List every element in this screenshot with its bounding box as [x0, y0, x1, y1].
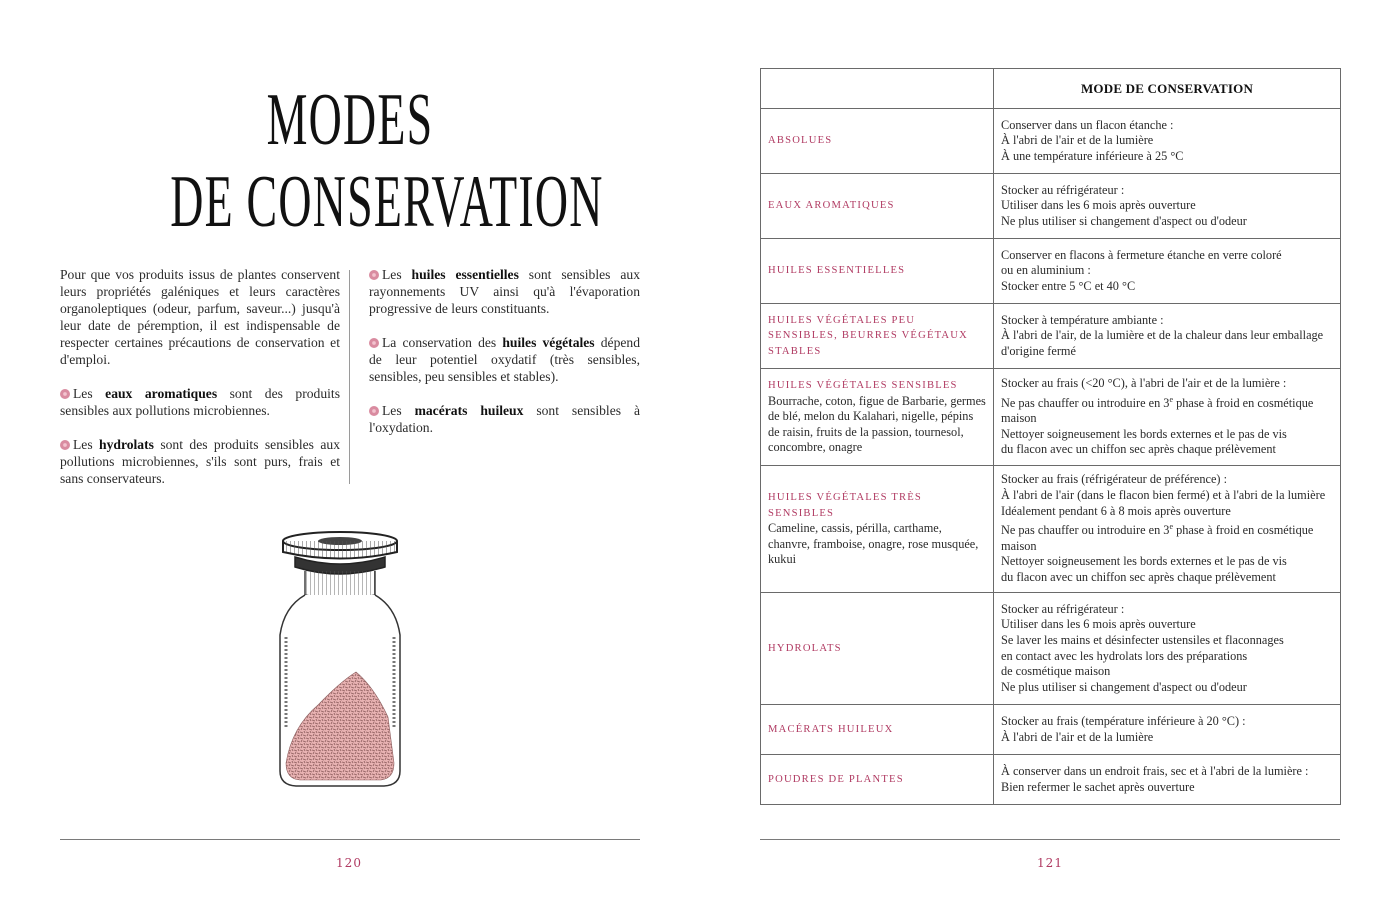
table-row	[761, 369, 1341, 466]
table-row	[761, 755, 1341, 805]
category-cell	[761, 593, 994, 705]
category-examples: Cameline, cassis, périlla, carthame, chanvre, framboise, onagre, rose musquée, kukui	[768, 521, 979, 567]
table-row	[761, 705, 1341, 755]
mode-line: Se laver les mains et désinfecter ustensiles et flaconnages	[1001, 632, 1284, 647]
mode-line: Stocker au réfrigérateur :	[1001, 601, 1125, 616]
mode-line: Conserver dans un flacon étanche :	[1001, 117, 1174, 132]
footer-rule	[760, 839, 1340, 840]
powder-jar-illustration	[270, 527, 410, 792]
flower-bullet-icon	[60, 440, 70, 450]
table-row	[761, 109, 1341, 174]
category-cell	[761, 369, 994, 466]
flower-bullet-icon	[369, 406, 379, 416]
category-name: POUDRES DE PLANTES	[768, 773, 904, 785]
paragraph-text: sont des produits sensibles aux pollutions microbiennes, s'ils sont purs, frais et sans conservateurs.	[60, 437, 340, 486]
header-mode: MODE DE CONSERVATION	[994, 69, 1341, 109]
paragraph-text: sont sensibles aux rayonnements UV ainsi qu'à l'évaporation progressive de leurs constituants.	[369, 267, 640, 316]
mode-line: Utiliser dans les 6 mois après ouverture	[1001, 617, 1196, 632]
header-category	[761, 69, 994, 109]
category-cell	[761, 755, 994, 805]
column-divider	[349, 270, 350, 484]
intro-paragraph: Pour que vos produits issus de plantes conservent leurs propriétés galéniques et leurs caractères organoleptiques (odeur, parfum, saveur...) jusqu'à leur date de péremption, il est indispensable de respecter certaines précautions de conservation et d'emploi.	[60, 267, 340, 367]
mode-line: À l'abri de l'air, de la lumière et de la chaleur dans leur emballage	[1001, 328, 1324, 343]
mode-cell	[994, 239, 1341, 304]
conservation-table	[760, 68, 1341, 805]
mode-cell	[994, 369, 1341, 466]
mode-cell	[994, 174, 1341, 239]
category-cell	[761, 705, 994, 755]
title-line-1: MODES	[266, 79, 434, 162]
category-name: HUILES VÉGÉTALES PEU SENSIBLES, BEURRES VÉGÉTAUX STABLES	[768, 314, 968, 357]
mode-line: Ne plus utiliser si changement d'aspect ou d'odeur	[1001, 679, 1247, 694]
mode-line: en contact avec les hydrolats lors des préparations	[1001, 648, 1248, 663]
mode-cell	[994, 593, 1341, 705]
paragraph-text: Les	[382, 267, 412, 282]
mode-line: Stocker au frais (réfrigérateur de préférence) :	[1001, 472, 1227, 487]
category-examples: Bourrache, coton, figue de Barbarie, germes de blé, melon du Kalahari, nigelle, pépins de raisin, fruits de la passion, tournesol, concombre, onagre	[768, 393, 986, 455]
table-header-row	[761, 69, 1341, 109]
paragraph-text: Les	[73, 437, 100, 452]
mode-line: Stocker au frais (<20 °C), à l'abri de l'air et de la lumière :	[1001, 375, 1287, 390]
flower-bullet-icon	[369, 270, 379, 280]
mode-line: du flacon avec un chiffon sec après chaque prélèvement	[1001, 442, 1276, 457]
category-name: HUILES VÉGÉTALES SENSIBLES	[768, 380, 958, 392]
mode-line: ou en aluminium :	[1001, 263, 1091, 278]
paragraph-text: sont des produits sensibles aux pollutions microbiennes.	[60, 386, 340, 418]
title-line-2: DE CONSERVATION	[170, 161, 604, 244]
mode-line: À conserver dans un endroit frais, sec et à l'abri de la lumière :	[1001, 763, 1309, 778]
paragraph-keyword: huiles essentielles	[411, 267, 519, 282]
paragraph-text: Les	[73, 386, 106, 401]
mode-cell	[994, 705, 1341, 755]
mode-line: du flacon avec un chiffon sec après chaque prélèvement	[1001, 570, 1276, 585]
paragraph-eaux-aromatiques	[60, 385, 340, 419]
flower-bullet-icon	[369, 338, 379, 348]
category-name: HUILES VÉGÉTALES TRÈS SENSIBLES	[768, 492, 923, 519]
mode-line: Ne pas chauffer ou introduire en 3e phase à froid en cosmétique	[1001, 394, 1314, 410]
paragraph-text: Les	[382, 403, 415, 418]
page-number: 121	[1037, 856, 1063, 870]
paragraph-huiles-essentielles	[369, 266, 640, 317]
mode-cell	[994, 466, 1341, 593]
mode-line: À une température inférieure à 25 °C	[1001, 148, 1184, 163]
mode-line: maison	[1001, 538, 1037, 553]
table-row	[761, 174, 1341, 239]
table-row	[761, 466, 1341, 593]
mode-line: Ne pas chauffer ou introduire en 3e phase à froid en cosmétique	[1001, 522, 1314, 538]
category-cell	[761, 239, 994, 304]
mode-line: Stocker entre 5 °C et 40 °C	[1001, 278, 1136, 293]
mode-line: d'origine fermé	[1001, 343, 1076, 358]
mode-line: Idéalement pendant 6 à 8 mois après ouverture	[1001, 503, 1231, 518]
category-name: ABSOLUES	[768, 135, 833, 147]
paragraph-huiles-vegetales	[369, 334, 640, 385]
footer-rule	[60, 839, 640, 840]
category-cell	[761, 466, 994, 593]
paragraph-hydrolats	[60, 436, 340, 487]
mode-line: de cosmétique maison	[1001, 664, 1111, 679]
mode-line: Nettoyer soigneusement les bords externes et le pas de vis	[1001, 426, 1287, 441]
paragraph-text: dépend de leur potentiel oxydatif (très sensibles, sensibles, peu sensibles et stables).	[369, 335, 640, 384]
paragraph-macerats-huileux	[369, 402, 640, 436]
mode-line: Stocker au frais (température inférieure à 20 °C) :	[1001, 713, 1246, 728]
paragraph-text: sont sensibles à l'oxydation.	[369, 403, 640, 435]
mode-cell	[994, 755, 1341, 805]
mode-line: Nettoyer soigneusement les bords externes et le pas de vis	[1001, 554, 1287, 569]
paragraph-keyword: hydrolats	[99, 437, 154, 452]
table-row	[761, 239, 1341, 304]
page-title	[60, 79, 640, 247]
page-number: 120	[336, 856, 362, 870]
category-cell	[761, 109, 994, 174]
right-page	[700, 0, 1400, 900]
category-name: HYDROLATS	[768, 642, 842, 654]
category-name: MACÉRATS HUILEUX	[768, 723, 894, 735]
category-name: HUILES ESSENTIELLES	[768, 265, 906, 277]
mode-line: À l'abri de l'air et de la lumière	[1001, 729, 1154, 744]
mode-cell	[994, 109, 1341, 174]
paragraph-keyword: macérats huileux	[414, 403, 524, 418]
mode-line: À l'abri de l'air (dans le flacon bien fermé) et à l'abri de la lumière	[1001, 487, 1326, 502]
category-cell	[761, 174, 994, 239]
paragraph-text: La conservation des	[382, 335, 503, 350]
flower-bullet-icon	[60, 389, 70, 399]
paragraph-keyword: huiles végétales	[502, 335, 595, 350]
mode-line: À l'abri de l'air et de la lumière	[1001, 133, 1154, 148]
mode-line: maison	[1001, 411, 1037, 426]
table-row	[761, 593, 1341, 705]
ordinal-suffix: e	[1169, 522, 1174, 532]
text-column-right	[369, 266, 640, 453]
mode-line: Conserver en flacons à fermeture étanche en verre coloré	[1001, 247, 1282, 262]
mode-line: Bien refermer le sachet après ouverture	[1001, 779, 1195, 794]
mode-line: Utiliser dans les 6 mois après ouverture	[1001, 198, 1196, 213]
mode-cell	[994, 304, 1341, 369]
paragraph-keyword: eaux aromatiques	[105, 386, 218, 401]
mode-line: Stocker au réfrigérateur :	[1001, 182, 1125, 197]
table-row	[761, 304, 1341, 369]
ordinal-suffix: e	[1169, 394, 1174, 404]
mode-line: Stocker à température ambiante :	[1001, 312, 1164, 327]
category-cell	[761, 304, 994, 369]
mode-line: Ne plus utiliser si changement d'aspect ou d'odeur	[1001, 213, 1247, 228]
text-column-left	[60, 266, 340, 504]
category-name: EAUX AROMATIQUES	[768, 200, 895, 212]
